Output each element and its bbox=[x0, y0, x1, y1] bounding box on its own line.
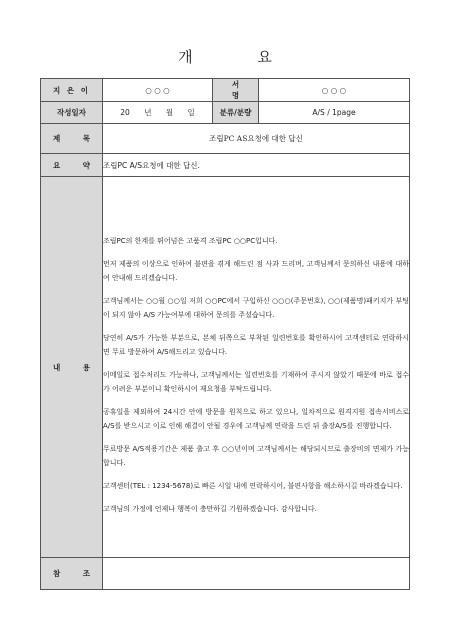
reference-label: 참 조 bbox=[41, 558, 103, 590]
reference-value bbox=[103, 558, 410, 590]
document-table bbox=[40, 78, 410, 590]
paragraph: 먼저 제품의 이상으로 인하여 불편을 겪게 해드린 점 사과 드리며, 고객님께서 문의하신 내용에 대하여 안내해 드리겠습니다. bbox=[103, 259, 409, 282]
document-title: 개 요 bbox=[178, 48, 302, 66]
paragraph: 당연히 A/S가 가능한 부분으로, 본체 뒤쪽으로 부착된 일련번호를 확인하시어 고객센터로 연락하시면 무료 방문하여 A/S해드리고 있습니다. bbox=[103, 333, 409, 356]
date-value: 20 년 월 일 bbox=[103, 102, 213, 124]
paragraph: 고객센터(TEL : 1234-5678)로 빠른 시일 내에 연락하시어, 불편사항을 해소하시길 바라겠습니다. bbox=[103, 481, 403, 490]
paragraph: 공휴일을 제외하여 24시간 안에 방문을 원칙으로 하고 있으나, 일차적으로 원격지원 접속서비스로 A/S를 받으시고 이로 인해 해결이 안될 경우에 고객님께 연락을 드린 뒤 출장A/S를 진행합니다. bbox=[103, 407, 409, 430]
paragraph: 조립PC의 한계를 뛰어넘은 고품격 조립PC ○○PC입니다. bbox=[103, 236, 278, 245]
author-label: 지 은 이 bbox=[41, 79, 103, 102]
paragraph: 고객님께서는 ○○월 ○○일 저희 ○○PC에서 구입하신 ○○○(주문번호), ○○(제품명)패키지가 부팅이 되지 않아 A/S 가능여부에 대하여 문의를 주셨습니다. bbox=[103, 296, 409, 319]
author-value: ○ ○ ○ bbox=[103, 79, 213, 102]
signature-value: ○ ○ ○ bbox=[259, 79, 410, 102]
content-body bbox=[103, 177, 410, 558]
category-value: A/S / 1page bbox=[259, 102, 410, 124]
paragraph: 이메일로 접수처리도 가능하나, 고객님께서는 일련번호를 기재하여 주시지 않았기 때문에 바로 접수가 어려운 부분이니 확인하시어 재요청을 부탁드립니다. bbox=[103, 370, 409, 393]
subject-label: 제 목 bbox=[41, 124, 103, 154]
date-label: 작성일자 bbox=[41, 102, 103, 124]
signature-label: 서 명 bbox=[213, 79, 259, 102]
subject-value: 조립PC AS요청에 대한 답신 bbox=[103, 124, 410, 154]
summary-value: 조립PC A/S요청에 대한 답신. bbox=[103, 154, 410, 177]
summary-label: 요 약 bbox=[41, 154, 103, 177]
category-label: 분류/분량 bbox=[213, 102, 259, 124]
paragraph: 무료방문 A/S적용기간은 제품 출고 후 ○○년이며 고객님께서는 해당되시므로 출장비의 면제가 가능합니다. bbox=[103, 444, 409, 467]
content-label: 내 용 bbox=[41, 177, 103, 558]
paragraph: 고객님의 가정에 언제나 행복이 충만하길 기원하겠습니다. 감사합니다. bbox=[103, 504, 317, 513]
